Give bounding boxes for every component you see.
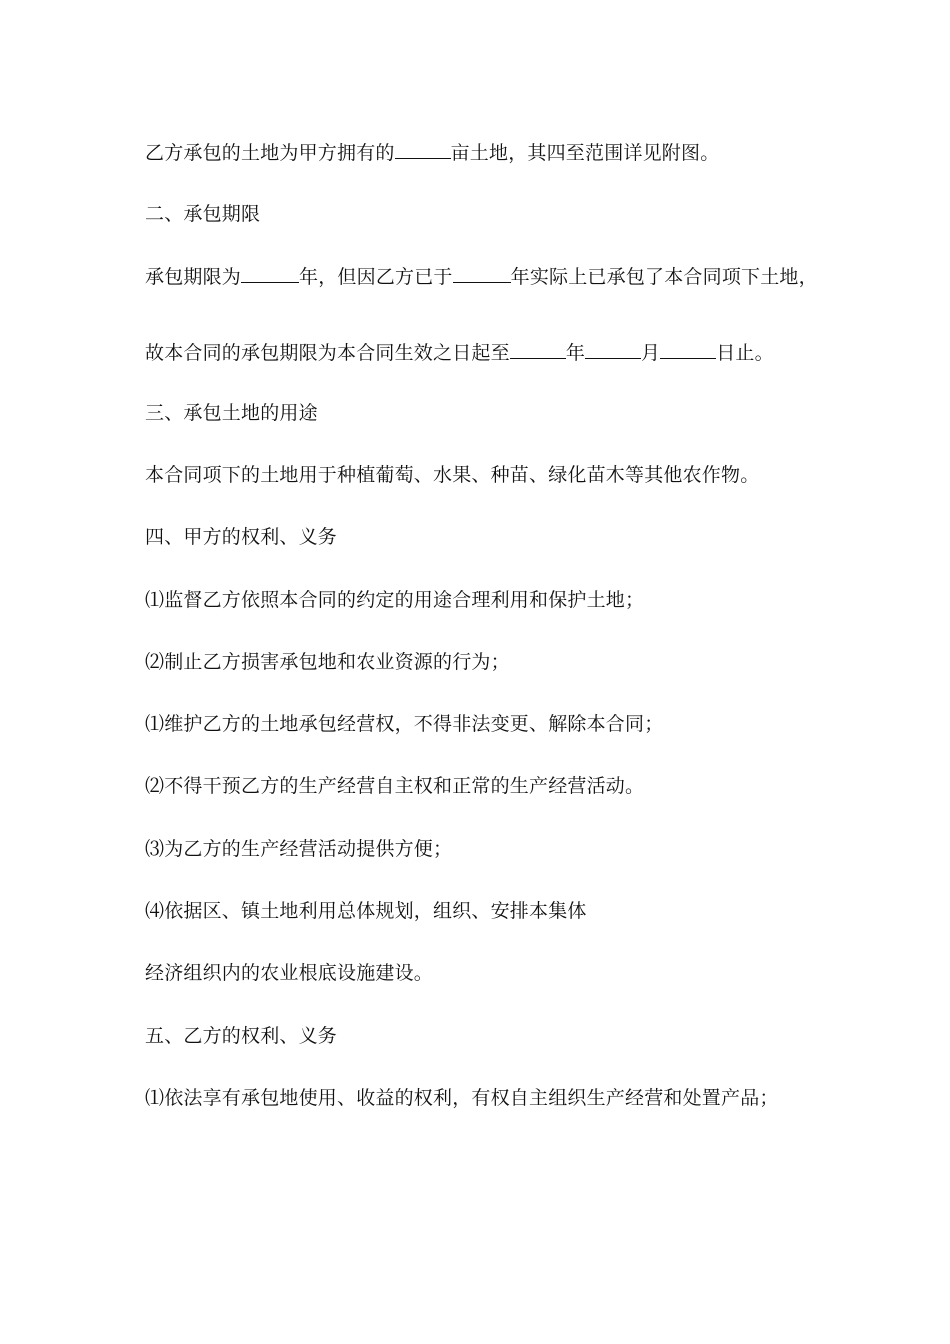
- list-item: ⑴依法享有承包地使用、收益的权利，有权自主组织生产经营和处置产品；: [145, 1087, 779, 1109]
- paragraph-term-2: [145, 340, 774, 365]
- blank-end-year: [510, 340, 566, 359]
- term-text-b: 年，但因乙方已于: [299, 266, 453, 288]
- section-heading-usage: 三、承包土地的用途: [145, 402, 318, 424]
- term2-text-b: 年: [565, 342, 586, 364]
- section-heading-party-b: 五、乙方的权利、义务: [145, 1025, 338, 1047]
- blank-start-year: [453, 264, 511, 283]
- term2-text-d: 日止。: [716, 342, 774, 364]
- paragraph-infrastructure: 经济组织内的农业根底设施建设。: [145, 962, 434, 984]
- blank-land-area: [395, 140, 451, 159]
- list-item: ⑴维护乙方的土地承包经营权，不得非法变更、解除本合同；: [145, 713, 664, 735]
- list-item: ⑴监督乙方依照本合同的约定的用途合理利用和保护土地；: [145, 589, 645, 611]
- blank-end-day: [660, 340, 716, 359]
- paragraph-usage: 本合同项下的土地用于种植葡萄、水果、种苗、绿化苗木等其他农作物。: [145, 464, 760, 486]
- section-heading-term: 二、承包期限: [145, 203, 261, 225]
- blank-term-years: [241, 264, 299, 283]
- list-item: ⑵制止乙方损害承包地和农业资源的行为；: [145, 651, 510, 673]
- term2-text-a: 故本合同的承包期限为本合同生效之日起至: [145, 342, 510, 364]
- term-text-a: 承包期限为: [145, 266, 242, 288]
- section-heading-party-a: 四、甲方的权利、义务: [145, 526, 338, 548]
- land-area-text-after: 亩土地，其四至范围详见附图。: [450, 142, 720, 164]
- term2-text-c: 月: [641, 342, 661, 364]
- land-area-text-before: 乙方承包的土地为甲方拥有的: [145, 142, 395, 164]
- paragraph-land-area: [145, 140, 719, 165]
- list-item: ⑵不得干预乙方的生产经营自主权和正常的生产经营活动。: [145, 775, 645, 797]
- blank-end-month: [585, 340, 641, 359]
- list-item: ⑷依据区、镇土地利用总体规划，组织、安排本集体: [145, 900, 587, 922]
- term-text-c: 年实际上已承包了本合同项下土地，: [510, 266, 818, 288]
- list-item: ⑶为乙方的生产经营活动提供方便；: [145, 838, 453, 860]
- paragraph-term-1: [145, 264, 818, 289]
